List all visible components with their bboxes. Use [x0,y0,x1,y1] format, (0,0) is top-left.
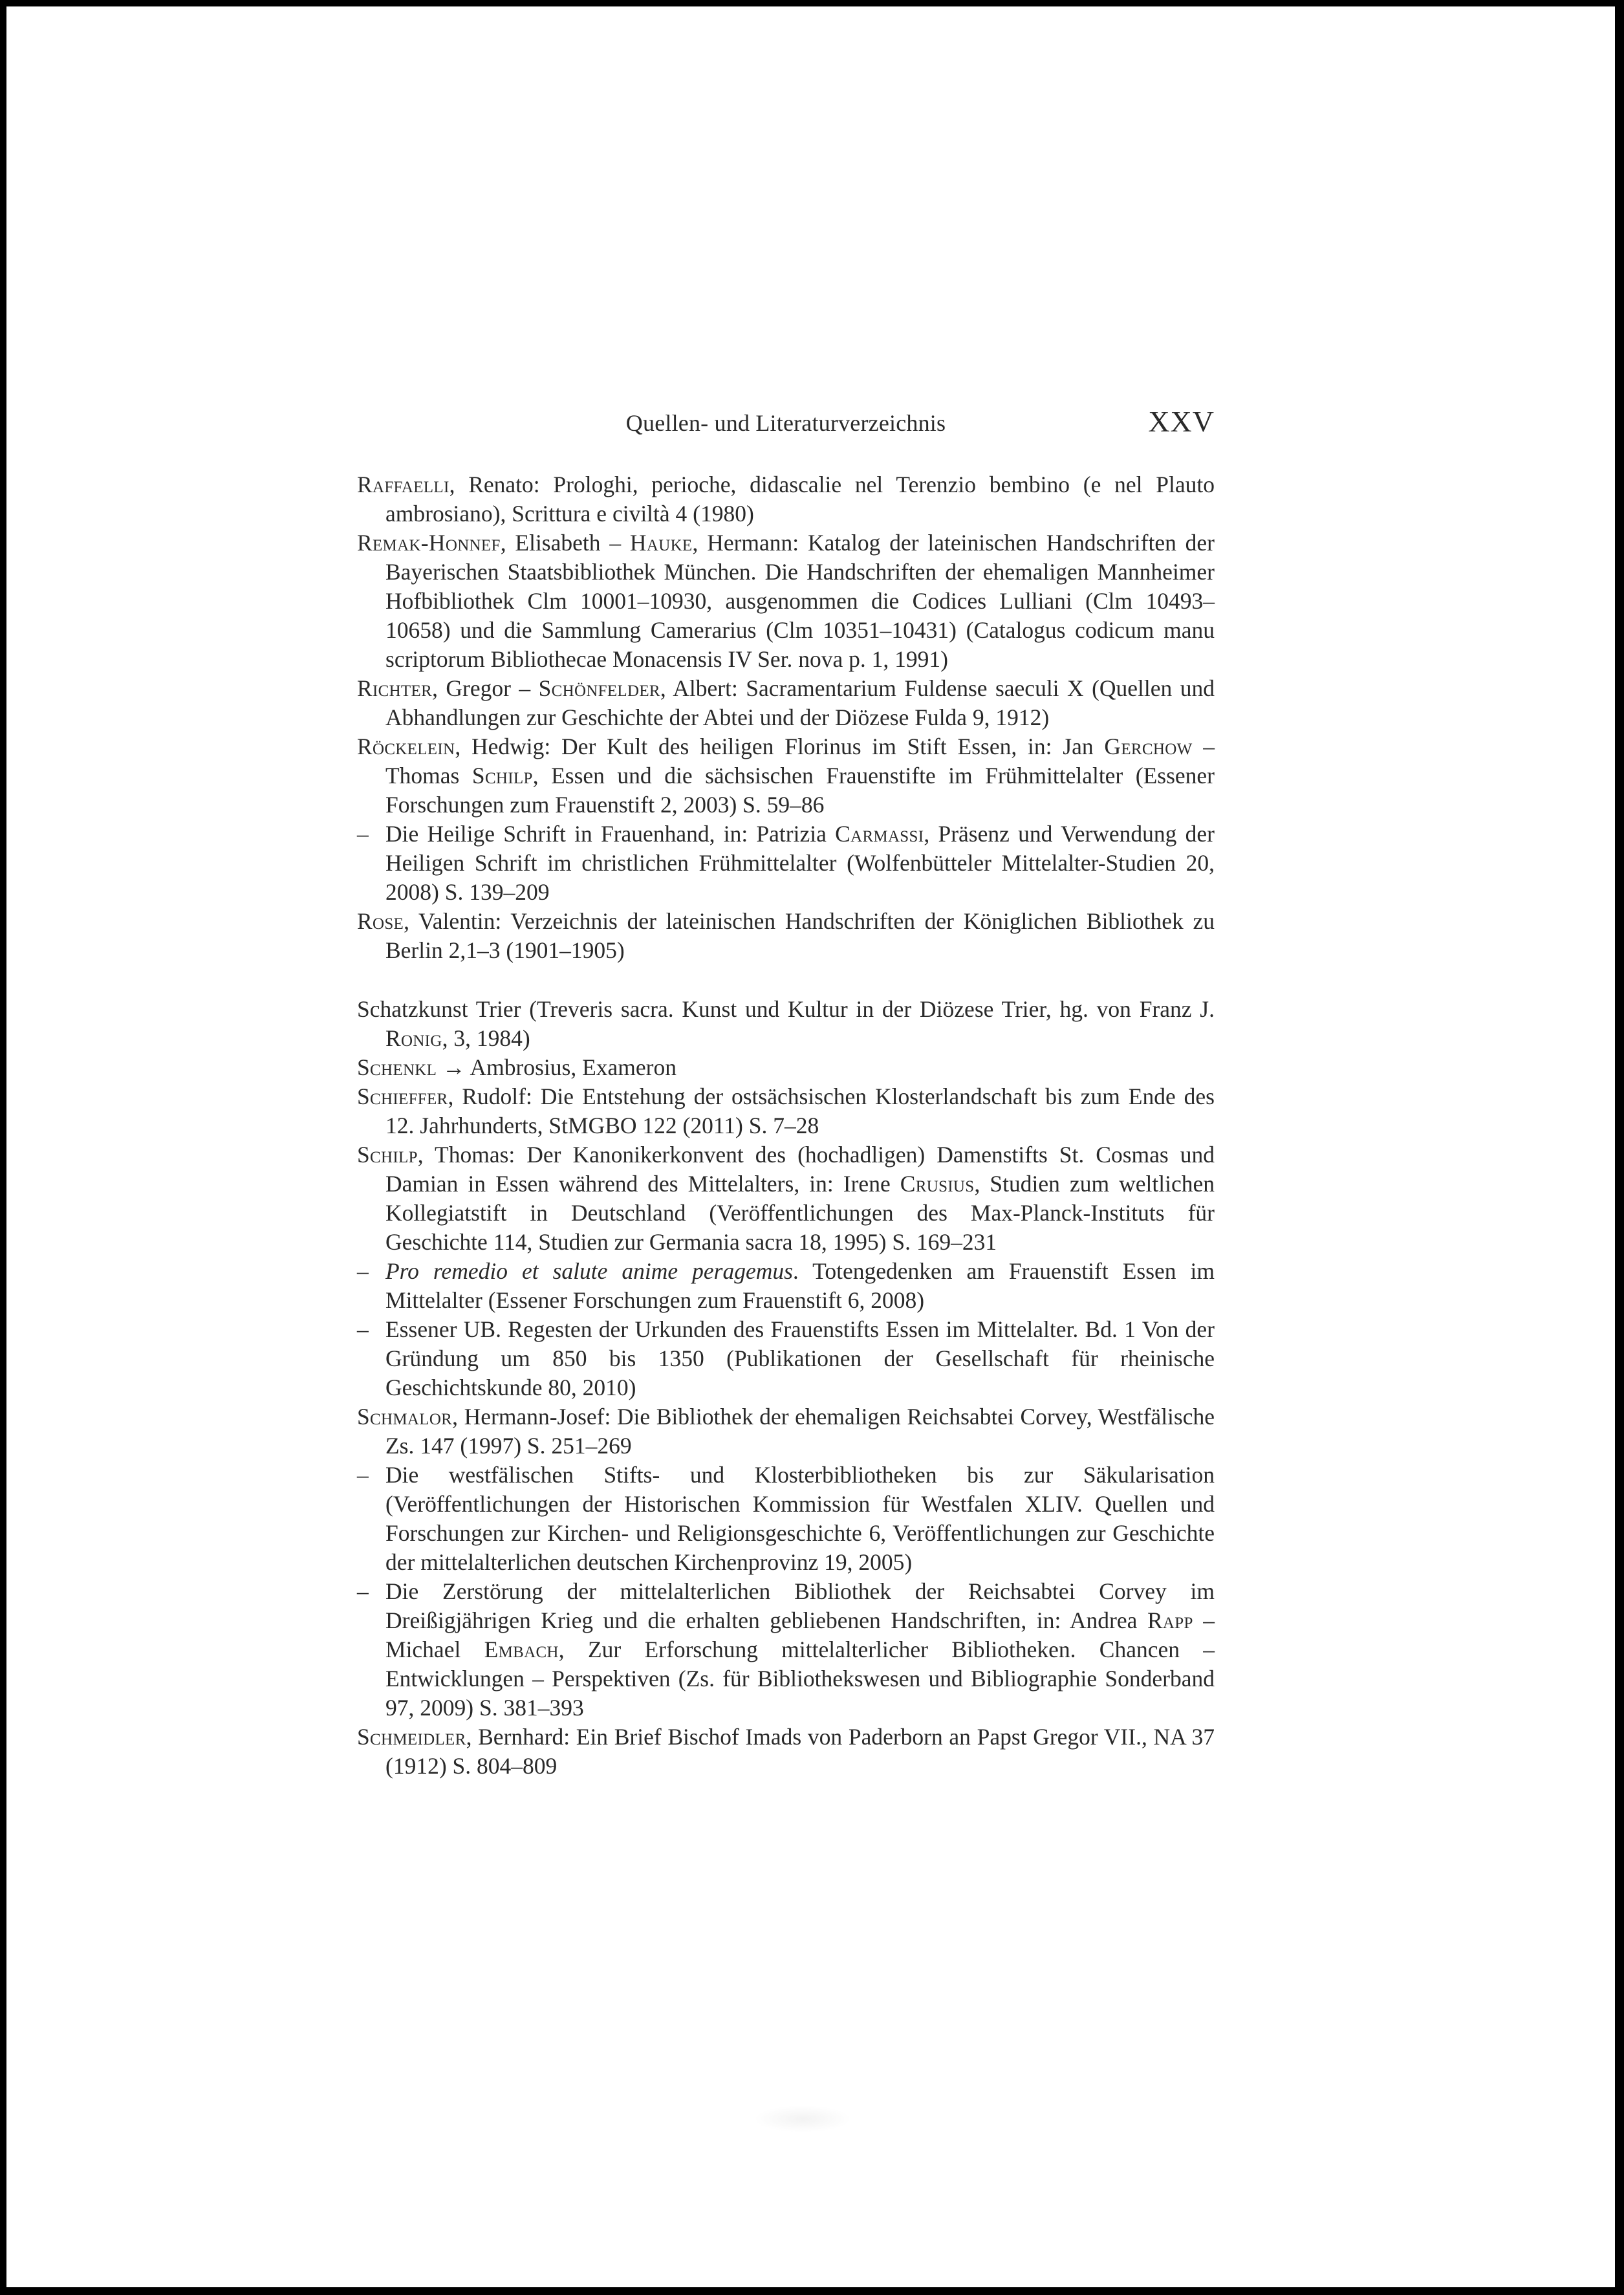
entry-text: , Studien zum weltlichen Kollegiatstift in Deutschland (Veröffentlichungen des Max-Planck-Instituts für Geschichte 114, Studien zur Germania sacra 18, 1995) S. 169–231 [385,1171,1215,1255]
bibliography-entry [357,470,1215,528]
ditto-dash: – [357,821,369,847]
entry-text: , Albert: Sacramentarium Fuldense saeculi X (Quellen und Abhandlungen zur Geschichte der Abtei und der Diözese Fulda 9, 1912) [385,675,1215,730]
entry-text: , Essen und die sächsischen Frauenstifte im Frühmittelalter (Essener Forschungen zum Frauenstift 2, 2003) S. 59–86 [385,763,1215,818]
author-name: Remak-Honnef [357,530,501,556]
bibliography-list [357,470,1215,1781]
ditto-dash: – [357,1462,369,1488]
entry-text: . Totengedenken am Frauenstift Essen im Mittelalter (Essener Forschungen zum Frauenstift 6, 2008) [385,1258,1215,1313]
entry-text: , Rudolf: Die Entstehung der ostsächsischen Klosterlandschaft bis zum Ende des 12. Jahrhunderts, StMGBO 122 (2011) S. 7–28 [385,1083,1215,1138]
author-name: Schieffer [357,1083,448,1109]
bibliography-sub-entry [357,1577,1215,1723]
bibliography-entry [357,907,1215,965]
entry-text: Die westfälischen Stifts- und Klosterbibliotheken bis zur Säkularisation (Veröffentlichungen der Historischen Kommission für Westfalen XLIV. Quellen und Forschungen zur Kirchen- und Religionsgeschichte 6, Veröffentlichungen zur Geschichte der mittelalterlichen deutschen Kirchenprovinz 19, 2005) [385,1462,1215,1575]
entry-text: , Hedwig: Der Kult des heiligen Florinus im Stift Essen, in: Jan [455,734,1105,759]
bibliography-sub-entry [357,1461,1215,1577]
bibliography-entry [357,995,1215,1053]
author-name: Ronig [385,1025,442,1051]
author-name: Crusius [900,1171,975,1197]
entry-text: Die Zerstörung der mittelalterlichen Bibliothek der Reichsabtei Corvey im Dreißigjährigen Krieg und die erhalten gebliebenen Handschriften, in: Andrea [385,1578,1215,1633]
bibliography-entry [357,1053,1215,1082]
entry-text: , Thomas: Der Kanonikerkonvent des (hochadligen) Damenstifts St. Cosmas und Damian in Essen während des Mittelalters, in: Irene [385,1142,1215,1197]
running-title: Quellen- und Literaturverzeichnis [625,410,946,436]
author-name: Schmeidler [357,1724,466,1750]
author-name: Rose [357,908,404,934]
bibliography-sub-entry [357,820,1215,907]
entry-text: → Ambrosius, Exameron [437,1054,677,1080]
entry-text: , Renato: Prologhi, perioche, didascalie nel Terenzio bembino (e nel Plauto ambrosiano), Scrittura e civiltà 4 (1980) [385,472,1215,527]
page-number: XXV [1148,405,1215,438]
author-name: Hauke [629,530,693,556]
author-name: Röckelein [357,734,455,759]
entry-text: , Gregor – [432,675,539,701]
entry-text: Schatzkunst Trier (Treveris sacra. Kunst und Kultur in der Diözese Trier, hg. von Franz J. [357,996,1215,1022]
entry-text: , 3, 1984) [442,1025,530,1051]
entry-text: , Hermann: Katalog der lateinischen Handschriften der Bayerischen Staatsbibliothek München. Die Handschriften der ehemaligen Mannheimer Hofbibliothek Clm 10001–10930, ausgenommen die Codices Lulliani (Clm 10493–10658) und die Sammlung Camerarius (Clm 10351–10431) (Catalogus codicum manu scriptorum Bibliothecae Monacensis IV Ser. nova p. 1, 1991) [385,530,1215,672]
author-name: Schilp [471,763,533,789]
bibliography-entry [357,1723,1215,1781]
bibliography-entry [357,528,1215,674]
author-name: Carmassi [835,821,924,847]
author-name: Gerchow [1104,734,1193,759]
ditto-dash: – [357,1258,369,1284]
entry-text: – Michael [385,1607,1215,1662]
entry-text: , Valentin: Verzeichnis der lateinischen Handschriften der Königlichen Bibliothek zu Berlin 2,1–3 (1901–1905) [385,908,1215,963]
letter-group-gap [357,965,1215,995]
bibliography-entry [357,1402,1215,1461]
entry-text: , Hermann-Josef: Die Bibliothek der ehemaligen Reichsabtei Corvey, Westfälische Zs. 147 (1997) S. 251–269 [385,1404,1215,1459]
entry-text: Die Heilige Schrift in Frauenhand, in: Patrizia [385,821,836,847]
ditto-dash: – [357,1578,369,1604]
entry-title-italic: Pro remedio et salute anime peragemus [385,1258,793,1284]
document-page [357,404,1215,1781]
bibliography-entry [357,732,1215,820]
author-name: Raffaelli [357,472,449,497]
author-name: Schilp [357,1142,418,1168]
entry-text: , Präsenz und Verwendung der Heiligen Schrift im christlichen Frühmittelalter (Wolfenbütteler Mittelalter-Studien 20, 2008) S. 139–209 [385,821,1215,905]
scan-smudge [754,2105,851,2133]
bibliography-sub-entry [357,1315,1215,1402]
author-name: Embach [484,1637,559,1662]
author-name: Schenkl [357,1054,437,1080]
author-name: Richter [357,675,433,701]
entry-text: – Thomas [385,734,1215,789]
entry-text: , Elisabeth – [500,530,630,556]
bibliography-sub-entry [357,1257,1215,1315]
author-name: Schönfelder [538,675,660,701]
entry-text: , Zur Erforschung mittelalterlicher Bibliotheken. Chancen – Entwicklungen – Perspektiven (Zs. für Bibliothekswesen und Bibliographie Sonderband 97, 2009) S. 381–393 [385,1637,1215,1721]
bibliography-entry [357,1140,1215,1257]
ditto-dash: – [357,1316,369,1342]
bibliography-entry [357,674,1215,732]
running-header [357,404,1215,450]
author-name: Rapp [1147,1607,1193,1633]
bibliography-entry [357,1082,1215,1140]
author-name: Schmalor [357,1404,453,1430]
entry-text: , Bernhard: Ein Brief Bischof Imads von Paderborn an Papst Gregor VII., NA 37 (1912) S. 804–809 [385,1724,1215,1779]
entry-text: Essener UB. Regesten der Urkunden des Frauenstifts Essen im Mittelalter. Bd. 1 Von der Gründung um 850 bis 1350 (Publikationen der Gesellschaft für rheinische Geschichtskunde 80, 2010) [385,1316,1215,1400]
